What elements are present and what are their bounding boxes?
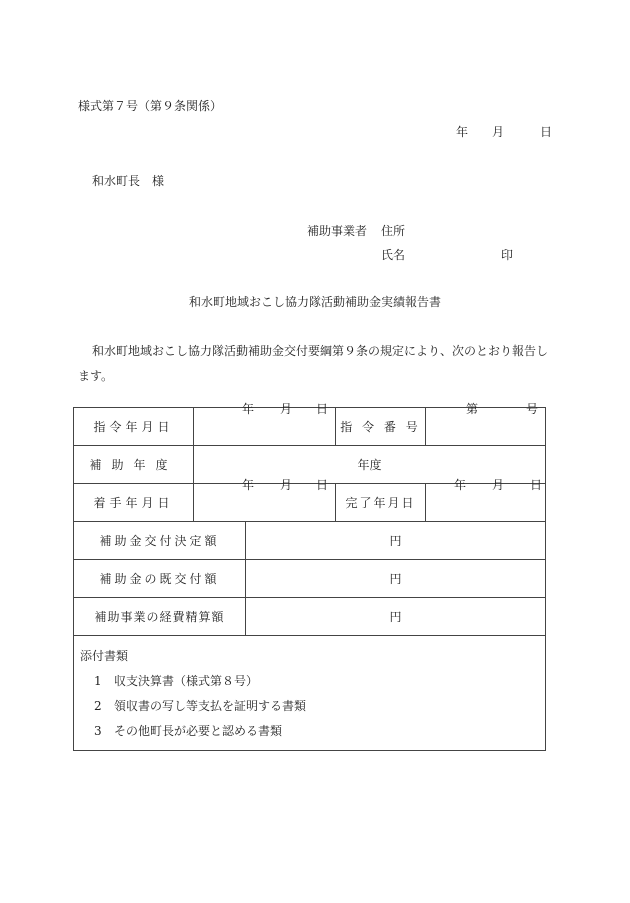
settled-amount-label: 補助事業の経費精算額 <box>74 598 246 636</box>
order-number-label: 指 令 番 号 <box>336 408 426 446</box>
order-date-year: 年 <box>242 402 255 416</box>
paid-amount-yen: 円 <box>389 572 402 586</box>
order-date-field[interactable] <box>194 402 336 446</box>
paid-amount-field[interactable] <box>246 560 546 598</box>
body-text: 和水町地域おこし協力隊活動補助金交付要綱第９条の規定により、次のとおり報告します。 <box>78 344 549 383</box>
end-date-month: 月 <box>492 478 505 492</box>
name-label: 氏名 <box>381 248 406 262</box>
order-number-field[interactable] <box>426 402 546 446</box>
date-year: 年 <box>456 125 469 139</box>
table-row <box>74 598 546 636</box>
document-title: 和水町地域おこし協力隊活動補助金実績報告書 <box>188 295 441 309</box>
attachments-heading: 添付書類 <box>80 649 129 663</box>
addressee: 和水町長 様 <box>92 174 165 188</box>
table-row <box>74 560 546 598</box>
settled-amount-yen: 円 <box>389 610 402 624</box>
table-row <box>74 408 546 446</box>
list-item: 1 収支決算書（様式第８号） <box>94 674 259 688</box>
seal-mark: 印 <box>501 248 514 262</box>
list-item: 3 その他町長が必要と認める書類 <box>94 724 283 738</box>
decided-amount-field[interactable] <box>246 522 546 560</box>
form-number: 様式第７号（第９条関係） <box>78 99 223 113</box>
order-date-label: 指令年月日 <box>74 408 194 446</box>
start-date-label: 着手年月日 <box>74 484 194 522</box>
start-date-day: 日 <box>316 478 329 492</box>
decided-amount-label: 補助金交付決定額 <box>74 522 246 560</box>
paid-amount-label: 補助金の既交付額 <box>74 560 246 598</box>
order-number-suffix: 号 <box>526 402 539 416</box>
applicant-label: 補助事業者 <box>307 224 368 238</box>
address-label: 住所 <box>381 224 406 238</box>
order-number-prefix: 第 <box>466 402 479 416</box>
list-item: 2 領収書の写し等支払を証明する書類 <box>94 699 307 713</box>
order-date-month: 月 <box>280 402 293 416</box>
settled-amount-field[interactable] <box>246 598 546 636</box>
table-row <box>74 636 546 751</box>
date-day: 日 <box>540 125 553 139</box>
start-date-year: 年 <box>242 478 255 492</box>
end-date-day: 日 <box>530 478 543 492</box>
table-row <box>74 522 546 560</box>
attachments-cell <box>74 636 546 751</box>
start-date-field[interactable] <box>194 478 336 522</box>
end-date-year: 年 <box>454 478 467 492</box>
table-row <box>74 446 546 484</box>
start-date-month: 月 <box>280 478 293 492</box>
fiscal-year-unit: 年度 <box>357 458 382 472</box>
end-date-label: 完了年月日 <box>336 484 426 522</box>
table-row <box>74 484 546 522</box>
fiscal-year-label: 補助年度 <box>74 446 194 484</box>
order-date-day: 日 <box>316 402 329 416</box>
report-table <box>73 402 546 751</box>
end-date-field[interactable] <box>426 478 546 522</box>
date-month: 月 <box>492 125 505 139</box>
decided-amount-yen: 円 <box>389 534 402 548</box>
